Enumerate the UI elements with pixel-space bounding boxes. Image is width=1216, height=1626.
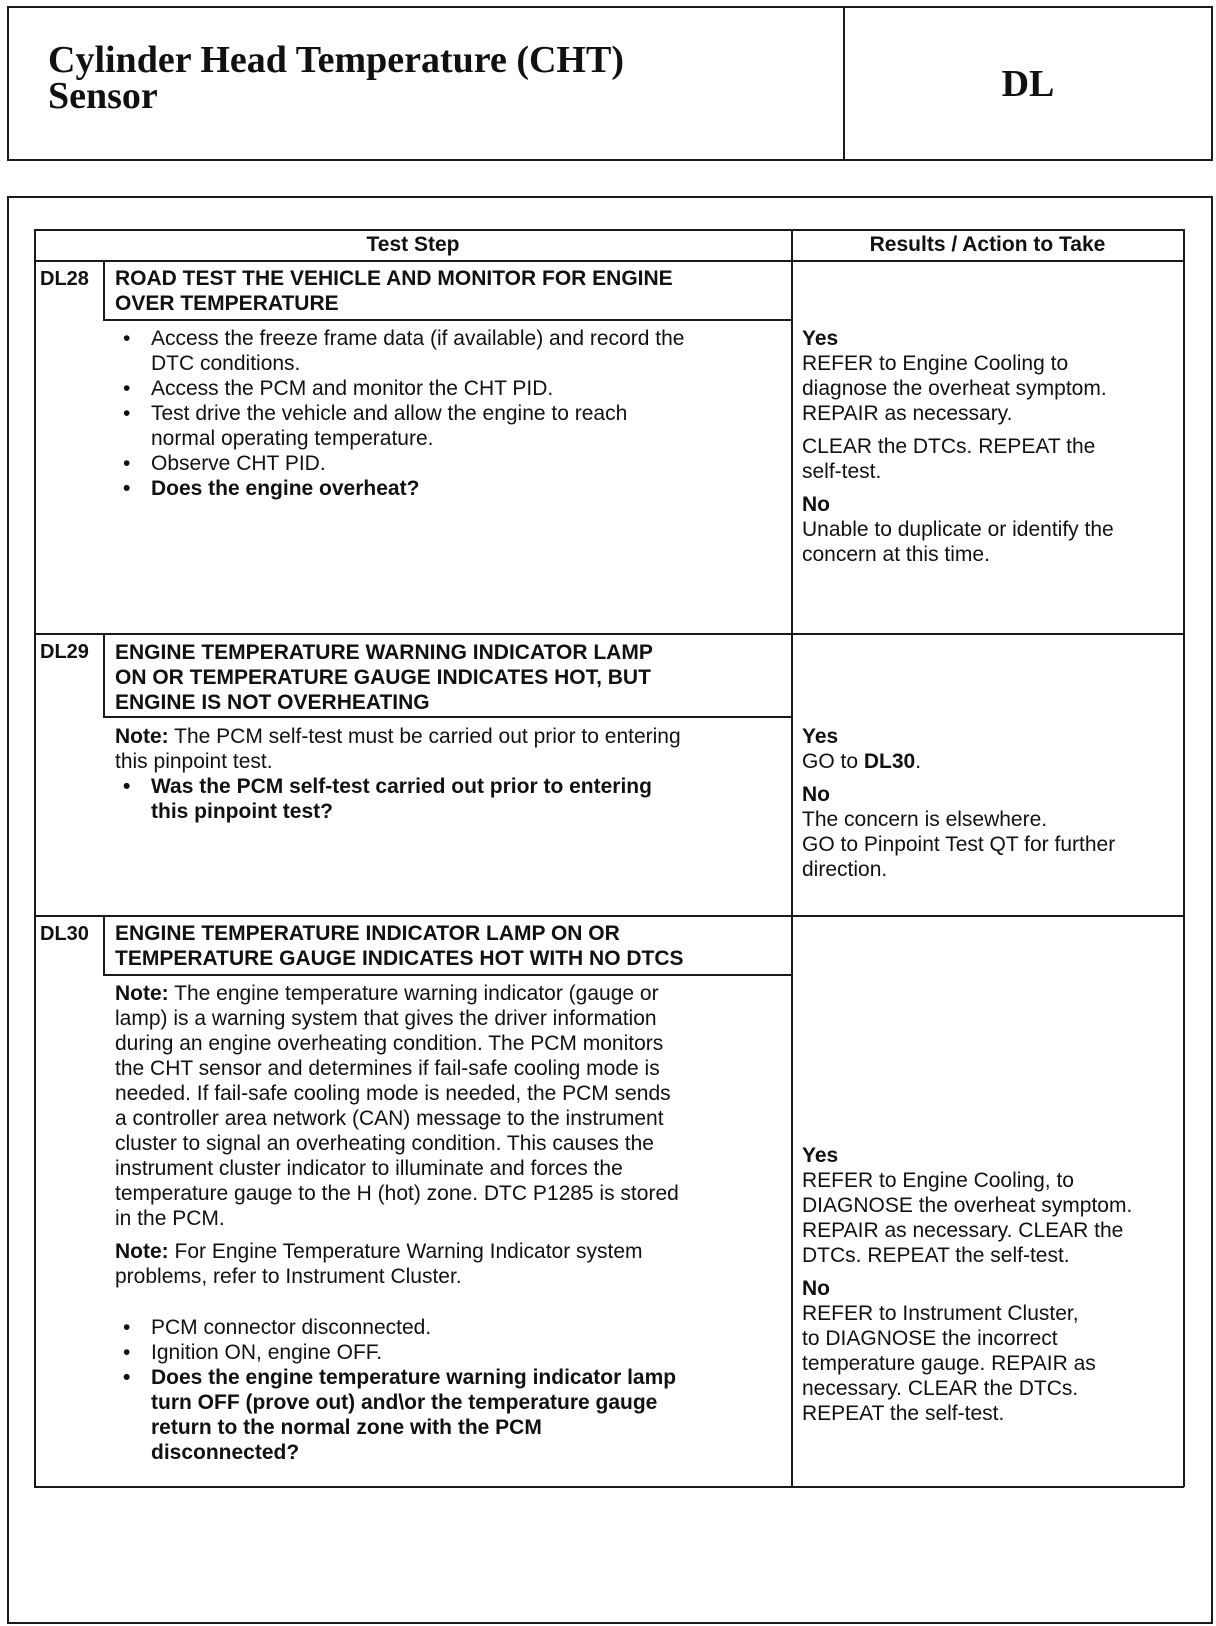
line: lamp) is a warning system that gives the driver information (115, 1007, 657, 1030)
yes-label: Yes (802, 327, 839, 350)
line: in the PCM. (115, 1207, 225, 1230)
line: • Access the freeze frame data (if available) and record the (151, 327, 685, 350)
line: instrument cluster indicator to illuminate and forces the (115, 1157, 623, 1180)
page-title-line-1: Cylinder Head Temperature (CHT) (48, 39, 624, 81)
note-label: Note: (115, 725, 169, 748)
line: • Observe CHT PID. (151, 452, 326, 475)
title-line: OVER TEMPERATURE (115, 292, 339, 315)
note (115, 1239, 785, 1264)
dl28-title-bottom (103, 319, 792, 321)
line: • Access the PCM and monitor the CHT PID. (151, 377, 554, 400)
note-label: Note: (115, 982, 169, 1005)
step-title-dl29 (115, 640, 785, 715)
question-item (115, 1365, 785, 1465)
line: a controller area network (CAN) message to the instrument (115, 1107, 664, 1130)
line: REPAIR as necessary. CLEAR the (802, 1219, 1124, 1242)
column-divider (791, 229, 793, 1487)
line: The concern is elsewhere. (802, 808, 1048, 831)
no-label: No (802, 783, 830, 806)
line: turn OFF (prove out) and\or the temperature gauge (151, 1391, 658, 1414)
line: REPEAT the self-test. (802, 1402, 1005, 1425)
line: self-test. (802, 460, 882, 483)
title-line: TEMPERATURE GAUGE INDICATES HOT WITH NO DTCS (115, 947, 684, 970)
result-dl29 (802, 724, 1177, 882)
table-header-bottom (34, 260, 1184, 262)
no-label: No (802, 493, 830, 516)
column-header-test-step: Test Step (366, 233, 460, 256)
line: DIAGNOSE the overheat symptom. (802, 1194, 1133, 1217)
dl29-title-bottom (103, 716, 792, 718)
line: disconnected? (151, 1441, 300, 1464)
line: REFER to Instrument Cluster, (802, 1302, 1079, 1325)
line: • Was the PCM self-test carried out prior to entering (151, 775, 652, 798)
line: For Engine Temperature Warning Indicator system (168, 1240, 643, 1263)
step-body-dl30 (115, 981, 785, 1465)
line: REFER to Engine Cooling to (802, 352, 1069, 375)
question-item (115, 476, 785, 501)
line: • PCM connector disconnected. (151, 1316, 432, 1339)
question-item (115, 774, 785, 824)
title-line: ENGINE TEMPERATURE INDICATOR LAMP ON OR (115, 922, 620, 945)
title-line: ENGINE IS NOT OVERHEATING (115, 691, 430, 714)
line: REFER to Engine Cooling, to (802, 1169, 1074, 1192)
line: necessary. CLEAR the DTCs. (802, 1377, 1079, 1400)
line: CLEAR the DTCs. REPEAT the (802, 435, 1096, 458)
step-title-dl28 (115, 266, 785, 316)
line: return to the normal zone with the PCM (151, 1416, 542, 1439)
list-item (115, 1340, 785, 1365)
line: the CHT sensor and determines if fail-safe cooling mode is (115, 1057, 660, 1080)
page-title-line-2: Sensor (48, 75, 158, 117)
line: cluster to signal an overheating condition. This causes the (115, 1132, 654, 1155)
line: problems, refer to Instrument Cluster. (115, 1265, 462, 1288)
dl28-id-divider (103, 260, 105, 320)
list-item (115, 401, 785, 451)
line: GO to Pinpoint Test QT for further (802, 833, 1116, 856)
goto-target: DL30 (863, 750, 916, 773)
line: needed. If fail-safe cooling mode is needed, the PCM sends (115, 1082, 671, 1105)
step-body-dl28 (115, 326, 785, 501)
no-label: No (802, 1277, 830, 1300)
line: concern at this time. (802, 543, 990, 566)
step-id-dl30: DL30 (40, 923, 89, 945)
line: DTCs. REPEAT the self-test. (802, 1244, 1070, 1267)
line: to DIAGNOSE the incorrect (802, 1327, 1058, 1350)
row-separator-2 (34, 915, 1184, 917)
list-item (115, 376, 785, 401)
page-title (48, 39, 818, 117)
line: The engine temperature warning indicator (gauge or (168, 982, 659, 1005)
line: REPAIR as necessary. (802, 402, 1013, 425)
step-title-dl30 (115, 921, 785, 971)
section-code: DL (1001, 62, 1055, 105)
line: during an engine overheating condition. The PCM monitors (115, 1032, 664, 1055)
line: • Does the engine temperature warning indicator lamp (151, 1366, 677, 1389)
table-bottom-border (34, 1486, 1184, 1488)
yes-label: Yes (802, 725, 839, 748)
list-item (115, 326, 785, 376)
line: direction. (802, 858, 888, 881)
dl30-title-bottom (103, 974, 792, 976)
result-dl28 (802, 326, 1177, 567)
line: The PCM self-test must be carried out prior to entering (168, 725, 681, 748)
line: diagnose the overheat symptom. (802, 377, 1107, 400)
line: • Does the engine overheat? (151, 477, 420, 500)
line: • Ignition ON, engine OFF. (151, 1341, 383, 1364)
table-top-border (34, 229, 1184, 231)
table-left-border (34, 229, 36, 1487)
list-item (115, 1315, 785, 1340)
note (115, 724, 785, 749)
line: Unable to duplicate or identify the (802, 518, 1114, 541)
line: temperature gauge to the H (hot) zone. DTC P1285 is stored (115, 1182, 679, 1205)
note (115, 981, 785, 1006)
column-header-results: Results / Action to Take (869, 233, 1106, 256)
yes-label: Yes (802, 1144, 839, 1167)
title-line: ROAD TEST THE VEHICLE AND MONITOR FOR ENGINE (115, 267, 673, 290)
step-id-dl28: DL28 (40, 268, 89, 290)
line: this pinpoint test? (151, 800, 333, 823)
step-id-dl29: DL29 (40, 641, 89, 663)
line: DTC conditions. (151, 352, 301, 375)
goto-prefix: GO to (802, 750, 864, 773)
goto-line (802, 749, 1177, 774)
step-body-dl29 (115, 724, 785, 824)
line: normal operating temperature. (151, 427, 434, 450)
table-right-border (1183, 229, 1185, 1487)
dl29-id-divider (103, 633, 105, 717)
note-label: Note: (115, 1240, 169, 1263)
line: this pinpoint test. (115, 750, 273, 773)
title-line: ENGINE TEMPERATURE WARNING INDICATOR LAMP (115, 641, 653, 664)
list-item (115, 451, 785, 476)
line: temperature gauge. REPAIR as (802, 1352, 1096, 1375)
title-line: ON OR TEMPERATURE GAUGE INDICATES HOT, BUT (115, 666, 651, 689)
line: • Test drive the vehicle and allow the engine to reach (151, 402, 628, 425)
row-separator-1 (34, 633, 1184, 635)
goto-suffix: . (915, 750, 922, 773)
result-dl30 (802, 1143, 1177, 1426)
dl30-id-divider (103, 915, 105, 975)
